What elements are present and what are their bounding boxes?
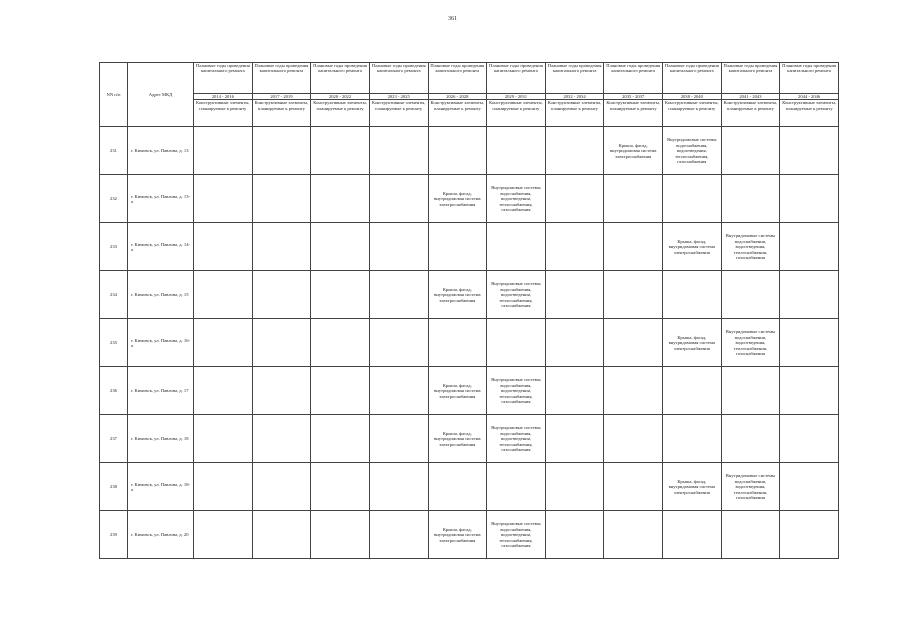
repair-cell: [604, 463, 663, 511]
repair-cell: [545, 223, 604, 271]
repair-cell: [428, 223, 487, 271]
header-plan-label: Плановые годы проведения капитального ремонта: [721, 63, 780, 94]
row-number: 238: [100, 463, 128, 511]
row-address: г. Кимовск, ул. Павлова, д. 13: [128, 127, 194, 175]
repair-cell: [545, 511, 604, 559]
repair-cell: [780, 511, 839, 559]
repair-cell: [194, 367, 253, 415]
header-plan-label: Плановые годы проведения капитального ремонта: [311, 63, 370, 94]
repair-cell: [545, 415, 604, 463]
repair-cell: [780, 415, 839, 463]
table-row: [100, 271, 839, 319]
row-number: 236: [100, 367, 128, 415]
repair-cell: [194, 463, 253, 511]
repair-cell: [487, 319, 546, 367]
repair-cell: [369, 367, 428, 415]
repair-cell: [780, 319, 839, 367]
repair-cell: [721, 271, 780, 319]
row-number: 239: [100, 511, 128, 559]
repair-cell: [369, 127, 428, 175]
repair-cell: [545, 175, 604, 223]
repair-cell: [311, 319, 370, 367]
repair-cell: [780, 271, 839, 319]
row-number: 237: [100, 415, 128, 463]
table-row: [100, 175, 839, 223]
repair-cell: Крыша, фасад, внутридомовая система электроснабжения: [604, 127, 663, 175]
header-period: 2029 - 2031: [487, 94, 546, 100]
header-plan-label: Плановые годы проведения капитального ремонта: [663, 63, 722, 94]
repair-cell: [604, 175, 663, 223]
header-elements-label: Конструктивные элементы, планируемые к ремонту: [663, 100, 722, 127]
header-plan-label: Плановые годы проведения капитального ремонта: [545, 63, 604, 94]
repair-cell: Внутридомовые системы водоснабжения, водоотведения, теплоснабжения, газоснабжения: [487, 511, 546, 559]
row-number: 233: [100, 223, 128, 271]
repair-cell: [721, 175, 780, 223]
header-plan-label: Плановые годы проведения капитального ремонта: [194, 63, 253, 94]
row-address: г. Кимовск, ул. Павлова, д. 15: [128, 271, 194, 319]
repair-cell: [721, 127, 780, 175]
table-header: [100, 63, 839, 127]
repair-cell: Внутридомовые системы водоснабжения, водоотведения, теплоснабжения, газоснабжения: [487, 175, 546, 223]
repair-cell: [194, 415, 253, 463]
repair-cell: [311, 367, 370, 415]
capital-repair-table: [99, 62, 839, 559]
repair-cell: [252, 223, 311, 271]
repair-cell: Крыша, фасад, внутридомовая система электроснабжения: [428, 271, 487, 319]
header-address: Адрес МКД: [128, 63, 194, 127]
repair-cell: [721, 415, 780, 463]
header-elements-label: Конструктивные элементы, планируемые к ремонту: [428, 100, 487, 127]
repair-cell: [487, 463, 546, 511]
repair-cell: [194, 175, 253, 223]
repair-cell: [252, 271, 311, 319]
repair-cell: [252, 319, 311, 367]
repair-cell: Крыша, фасад, внутридомовая система электроснабжения: [663, 223, 722, 271]
repair-cell: Крыша, фасад, внутридомовая система электроснабжения: [428, 415, 487, 463]
row-address: г. Кимовск, ул. Павлова, д. 18: [128, 415, 194, 463]
table-row: [100, 223, 839, 271]
repair-cell: [428, 463, 487, 511]
repair-cell: [252, 127, 311, 175]
header-period: 2035 - 2037: [604, 94, 663, 100]
repair-cell: [487, 127, 546, 175]
repair-cell: [252, 415, 311, 463]
row-address: г. Кимовск, ул. Павлова, д. 16-а: [128, 319, 194, 367]
repair-cell: [545, 367, 604, 415]
header-elements-label: Конструктивные элементы, планируемые к ремонту: [252, 100, 311, 127]
repair-cell: Крыша, фасад, внутридомовая система электроснабжения: [428, 175, 487, 223]
header-elements-label: Конструктивные элементы, планируемые к ремонту: [545, 100, 604, 127]
table-row: [100, 367, 839, 415]
header-plan-label: Плановые годы проведения капитального ремонта: [428, 63, 487, 94]
repair-cell: [252, 511, 311, 559]
repair-cell: Крыша, фасад, внутридомовая система электроснабжения: [663, 463, 722, 511]
header-elements-label: Конструктивные элементы, планируемые к ремонту: [780, 100, 839, 127]
repair-cell: [663, 367, 722, 415]
table-body: [100, 127, 839, 559]
repair-cell: [604, 415, 663, 463]
repair-cell: [604, 511, 663, 559]
repair-cell: [369, 415, 428, 463]
header-period: 2023 - 2025: [369, 94, 428, 100]
repair-cell: Внутридомовые системы водоснабжения, водоотведения, теплоснабжения, газоснабжения: [487, 367, 546, 415]
header-elements-label: Конструктивные элементы, планируемые к ремонту: [487, 100, 546, 127]
repair-cell: [604, 271, 663, 319]
repair-cell: [311, 463, 370, 511]
row-number: 235: [100, 319, 128, 367]
repair-cell: [663, 271, 722, 319]
row-number: 231: [100, 127, 128, 175]
repair-cell: [780, 367, 839, 415]
repair-cell: Внутридомовые системы водоснабжения, водоотведения, теплоснабжения, газоснабжения: [721, 463, 780, 511]
header-plan-label: Плановые годы проведения капитального ремонта: [604, 63, 663, 94]
repair-cell: [545, 271, 604, 319]
repair-cell: [428, 319, 487, 367]
repair-cell: [369, 463, 428, 511]
repair-cell: [780, 463, 839, 511]
row-address: г. Кимовск, ул. Павлова, д. 20: [128, 511, 194, 559]
header-plan-label: Плановые годы проведения капитального ремонта: [369, 63, 428, 94]
header-plan-label: Плановые годы проведения капитального ремонта: [252, 63, 311, 94]
repair-cell: [252, 463, 311, 511]
repair-cell: [721, 367, 780, 415]
table-row: [100, 319, 839, 367]
repair-cell: [780, 223, 839, 271]
repair-cell: [311, 415, 370, 463]
header-elements-label: Конструктивные элементы, планируемые к ремонту: [604, 100, 663, 127]
header-period: 2041 - 2043: [721, 94, 780, 100]
repair-cell: Крыша, фасад, внутридомовая система электроснабжения: [663, 319, 722, 367]
repair-cell: [721, 511, 780, 559]
header-period: 2026 - 2028: [428, 94, 487, 100]
table-row: [100, 127, 839, 175]
table-row: [100, 511, 839, 559]
repair-cell: [194, 223, 253, 271]
header-elements-label: Конструктивные элементы, планируемые к ремонту: [194, 100, 253, 127]
repair-cell: [663, 175, 722, 223]
row-address: г. Кимовск, ул. Павлова, д. 17: [128, 367, 194, 415]
header-period: 2044 - 2046: [780, 94, 839, 100]
repair-cell: Крыша, фасад, внутридомовая система электроснабжения: [428, 511, 487, 559]
row-address: г. Кимовск, ул. Павлова, д. 18-а: [128, 463, 194, 511]
repair-cell: [369, 175, 428, 223]
repair-cell: [369, 271, 428, 319]
repair-cell: [194, 319, 253, 367]
repair-cell: [545, 319, 604, 367]
row-address: г. Кимовск, ул. Павлова, д. 14-а: [128, 223, 194, 271]
repair-cell: [545, 463, 604, 511]
repair-cell: [311, 223, 370, 271]
repair-cell: [604, 223, 663, 271]
row-number: 232: [100, 175, 128, 223]
repair-cell: Крыша, фасад, внутридомовая система электроснабжения: [428, 367, 487, 415]
repair-cell: Внутридомовые системы водоснабжения, водоотведения, теплоснабжения, газоснабжения: [663, 127, 722, 175]
header-nn: NN п/п: [100, 63, 128, 127]
header-elements-label: Конструктивные элементы, планируемые к ремонту: [311, 100, 370, 127]
repair-cell: [194, 511, 253, 559]
repair-cell: [663, 415, 722, 463]
repair-cell: Внутридомовые системы водоснабжения, водоотведения, теплоснабжения, газоснабжения: [487, 271, 546, 319]
repair-cell: [604, 319, 663, 367]
header-period: 2038 - 2040: [663, 94, 722, 100]
repair-cell: [663, 511, 722, 559]
repair-cell: [780, 127, 839, 175]
table-row: [100, 463, 839, 511]
repair-cell: [311, 511, 370, 559]
repair-cell: [545, 127, 604, 175]
header-period: 2017 - 2019: [252, 94, 311, 100]
repair-cell: Внутридомовые системы водоснабжения, водоотведения, теплоснабжения, газоснабжения: [487, 415, 546, 463]
header-period: 2032 - 2034: [545, 94, 604, 100]
repair-cell: [487, 223, 546, 271]
repair-cell: [311, 127, 370, 175]
repair-cell: [252, 367, 311, 415]
repair-cell: [369, 319, 428, 367]
header-period: 2014 - 2016: [194, 94, 253, 100]
header-elements-label: Конструктивные элементы, планируемые к ремонту: [721, 100, 780, 127]
repair-cell: [311, 271, 370, 319]
repair-cell: Внутридомовые системы водоснабжения, водоотведения, теплоснабжения, газоснабжения: [721, 223, 780, 271]
page-number: 361: [448, 16, 457, 22]
table-row: [100, 415, 839, 463]
repair-cell: Внутридомовые системы водоснабжения, водоотведения, теплоснабжения, газоснабжения: [721, 319, 780, 367]
repair-cell: [369, 223, 428, 271]
row-number: 234: [100, 271, 128, 319]
repair-cell: [604, 367, 663, 415]
header-plan-label: Плановые годы проведения капитального ремонта: [780, 63, 839, 94]
repair-cell: [194, 127, 253, 175]
repair-cell: [252, 175, 311, 223]
repair-cell: [369, 511, 428, 559]
repair-cell: [780, 175, 839, 223]
header-elements-label: Конструктивные элементы, планируемые к ремонту: [369, 100, 428, 127]
header-period: 2020 - 2022: [311, 94, 370, 100]
row-address: г. Кимовск, ул. Павлова, д. 13-а: [128, 175, 194, 223]
repair-cell: [311, 175, 370, 223]
repair-cell: [428, 127, 487, 175]
header-plan-label: Плановые годы проведения капитального ремонта: [487, 63, 546, 94]
repair-cell: [194, 271, 253, 319]
